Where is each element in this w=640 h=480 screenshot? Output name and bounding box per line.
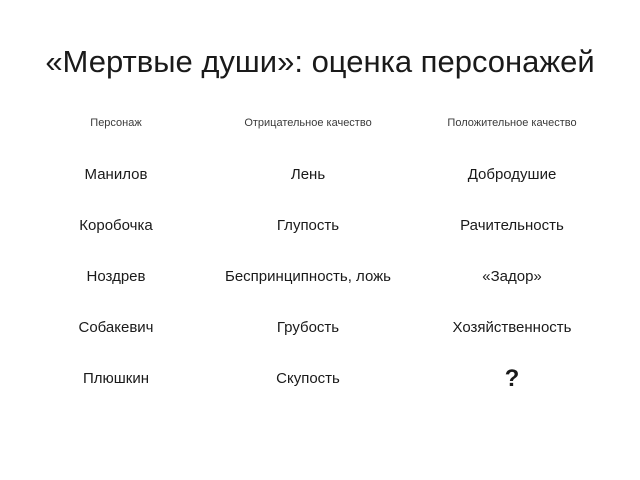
header-positive-quality: Положительное качество: [447, 117, 577, 129]
table-header-row: [30, 97, 610, 149]
table-row: [30, 302, 610, 353]
positive-quality: «Задор»: [482, 268, 542, 285]
negative-quality: Беспринципность, ложь: [225, 268, 391, 285]
table-row: [30, 353, 610, 404]
positive-quality: Добродушие: [467, 166, 557, 183]
character-name: Собакевич: [78, 319, 154, 336]
positive-quality: Хозяйственность: [452, 319, 572, 336]
character-name: Ноздрев: [86, 268, 146, 285]
character-name: Плюшкин: [82, 370, 150, 387]
negative-quality: Скупость: [276, 370, 340, 387]
character-name: Манилов: [84, 166, 148, 183]
characters-table: [30, 97, 610, 404]
table-row: [30, 200, 610, 251]
header-character: Персонаж: [90, 117, 142, 129]
character-name: Коробочка: [79, 217, 153, 234]
table-row: [30, 251, 610, 302]
positive-quality-unknown: ?: [504, 364, 520, 392]
negative-quality: Грубость: [276, 319, 340, 336]
negative-quality: Глупость: [276, 217, 340, 234]
positive-quality: Рачительность: [460, 217, 564, 234]
header-negative-quality: Отрицательное качество: [244, 117, 372, 129]
table-row: [30, 149, 610, 200]
negative-quality: Лень: [290, 166, 326, 183]
slide-title: «Мертвые души»: оценка персонажей: [45, 44, 595, 79]
